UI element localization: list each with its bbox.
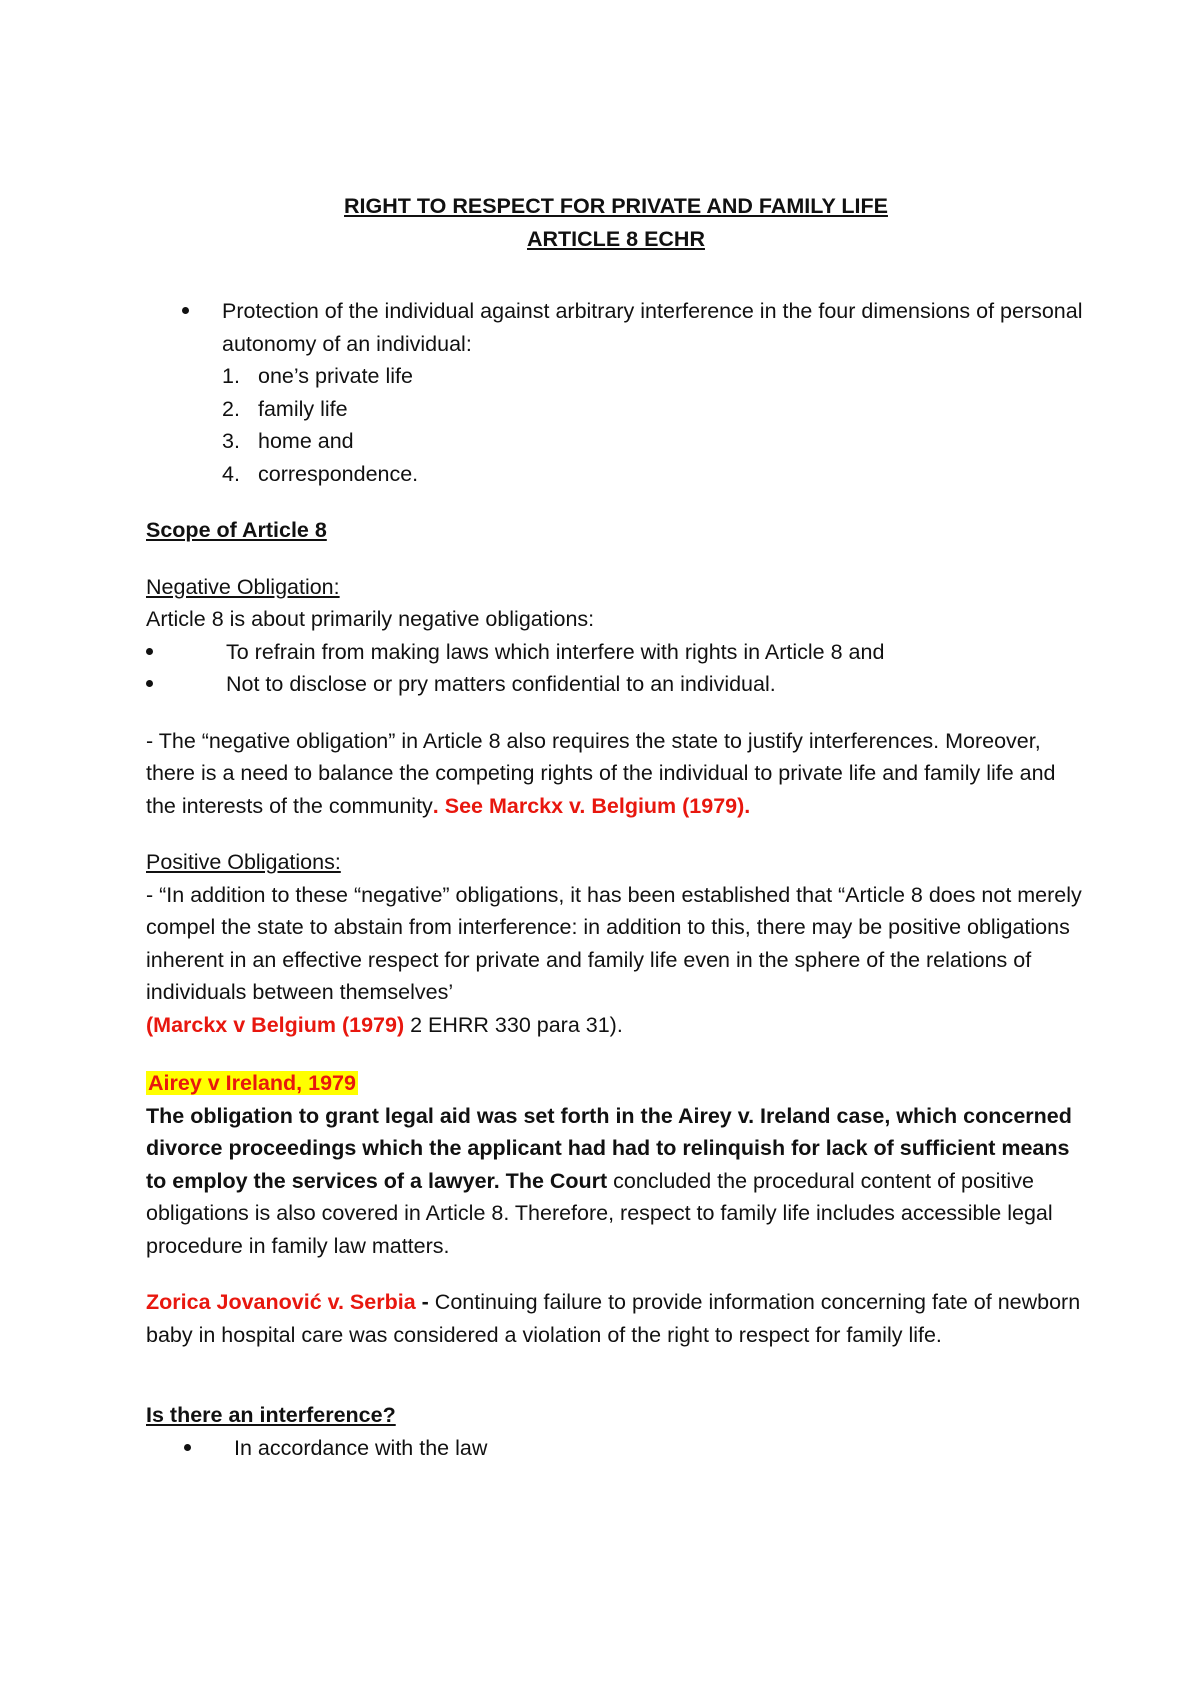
bullet-text: To refrain from making laws which interfere with rights in Article 8 and xyxy=(226,639,885,664)
bullet-text: In accordance with the law xyxy=(234,1435,488,1460)
list-number: 2. xyxy=(222,396,240,421)
negative-paragraph xyxy=(146,725,1086,823)
citation-text: 2 EHRR 330 para 31). xyxy=(404,1012,623,1037)
bullet-icon xyxy=(182,295,222,360)
airey-heading: Airey v Ireland, 1979 xyxy=(148,1071,356,1095)
positive-heading: Positive Obligations: xyxy=(146,850,341,874)
bullet-text: Not to disclose or pry matters confidential to an individual. xyxy=(226,672,776,696)
dash: - xyxy=(415,1290,429,1314)
list-number: 3. xyxy=(222,429,240,453)
bullet-icon xyxy=(146,636,226,669)
list-item-text: correspondence. xyxy=(258,461,419,486)
airey-bold-text: The obligation to grant legal aid was set forth in the Airey v. Ireland case, which concerned divorce proceedings which the applicant had had to relinquish for lack of sufficient means to employ the services of a lawyer. The Court xyxy=(146,1103,1072,1193)
list-item-text: home and xyxy=(258,429,354,453)
airey-heading-line xyxy=(146,1067,1086,1100)
list-item-text: family life xyxy=(258,396,348,421)
paragraph-text: Continuing failure to provide information concerning fate of newborn baby in hospital care was considered a violation of the right to respect for family life. xyxy=(146,1290,1081,1347)
list-number: 4. xyxy=(222,461,240,486)
list-item xyxy=(222,425,1086,458)
list-number: 1. xyxy=(222,364,240,388)
case-reference: . See Marckx v. Belgium (1979). xyxy=(432,793,751,818)
list-item-text: one’s private life xyxy=(258,364,413,388)
bullet-icon xyxy=(146,668,226,701)
case-reference: (Marckx v Belgium (1979) xyxy=(146,1012,405,1037)
positive-paragraph xyxy=(146,879,1086,1042)
dimensions-list xyxy=(222,360,1086,490)
intro-bullet-text: Protection of the individual against arbitrary interference in the four dimensions of personal autonomy of an individual: xyxy=(222,299,1083,356)
bullet-icon xyxy=(184,1432,234,1465)
document-body xyxy=(146,190,1086,1464)
negative-bullet xyxy=(146,636,1086,669)
list-item xyxy=(222,360,1086,393)
list-item xyxy=(222,458,1086,491)
negative-lead: Article 8 is about primarily negative obligations: xyxy=(146,607,595,631)
zorica-paragraph xyxy=(146,1286,1086,1351)
list-item xyxy=(222,393,1086,426)
airey-text: concluded the procedural content of positive obligations is also covered in Article 8. Therefore, respect to family life includes accessible legal procedure in family law matters. xyxy=(146,1168,1053,1258)
document-subtitle: ARTICLE 8 ECHR xyxy=(527,226,705,251)
paragraph-text: - The “negative obligation” in Article 8 also requires the state to justify interferences. Moreover, there is a need to balance the competing rights of the individual to private life and family life and the interests of the community xyxy=(146,728,1056,818)
negative-bullet xyxy=(146,668,1086,701)
negative-heading: Negative Obligation: xyxy=(146,574,340,599)
scope-heading: Scope of Article 8 xyxy=(146,518,327,542)
interference-heading: Is there an interference? xyxy=(146,1403,396,1427)
document-title: RIGHT TO RESPECT FOR PRIVATE AND FAMILY LIFE xyxy=(344,194,888,218)
interference-bullet xyxy=(146,1432,1086,1465)
case-reference: Zorica Jovanović v. Serbia xyxy=(146,1290,416,1314)
paragraph-text: - “In addition to these “negative” obligations, it has been established that “Article 8 does not merely compel the state to abstain from interference: in addition to this, there may be positive obligations inherent in an effective respect for private and family life even in the sphere of the relations of individuals between themselves’ xyxy=(146,882,1082,1004)
intro-bullet xyxy=(146,295,1086,360)
airey-paragraph xyxy=(146,1100,1086,1263)
